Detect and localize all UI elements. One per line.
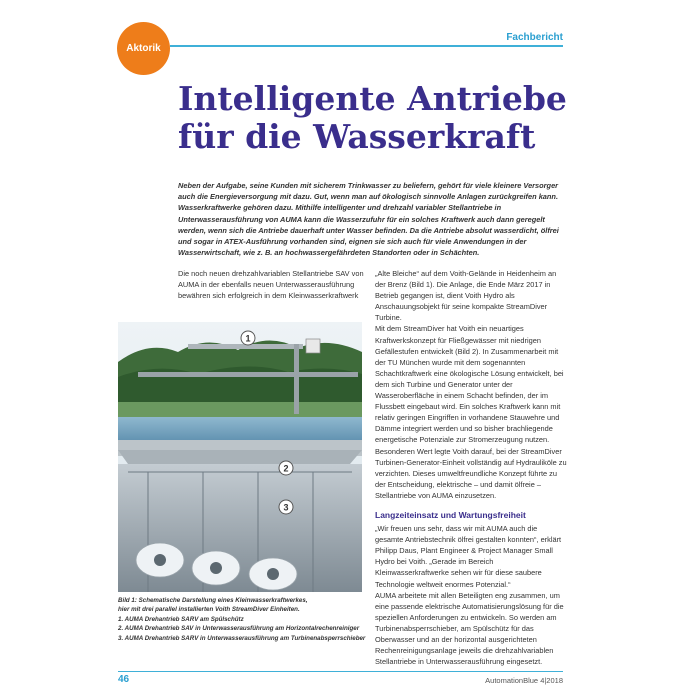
magazine-issue: AutomationBlue 4|2018	[485, 676, 563, 685]
page-number: 46	[118, 674, 130, 685]
subheading: Langzeiteinsatz und Wartungsfreiheit	[375, 509, 526, 520]
marker-2	[279, 461, 293, 475]
footer-rule	[118, 671, 563, 672]
svg-text:2: 2	[283, 463, 289, 474]
paragraph: Die noch neuen drehzahlvariablen Stellantriebe SAV von AUMA in der ebenfalls neuen Unterwasserausführung bewähren sich erfolgreich in dem Kleinwasserkraftwerk	[178, 269, 364, 301]
paragraph: Mit dem StreamDiver hat Voith ein neuartiges Kraftwerkskonzept für Fließgewässer mit niedrigen Gefällestufen entwickelt (Bild 2). In Zusammenarbeit mit der TU München wurde mit dem sogenannten Schachtkraftwerk eine ökologische Lösung entwickelt, bei dem sich Turbine und Generator unter der Wasseroberfläche in einem Schacht befinden, der im Flussbett eingebaut wird. Ein solches Kraftwerk kann mit relativ geringen Eingriffen in vorhandene Stauwehre und Dämme integriert werden und so bisher brachliegende energetische Potenziale zur Stromerzeugung nutzen. Besonderen Wert legte Voith darauf, bei der StreamDiver Turbinen-Generator-Einheit vollständig auf Hydrauliköle zu verzichten. Dieses umweltfreundliche Konzept führte zu der Entscheidung, elektrische – und damit ölfreie – Stellantriebe von AUMA einzusetzen.	[375, 324, 567, 500]
caption-line: 2. AUMA Drehantrieb SAV in Unterwasserausführung am Horizontalrechenreiniger	[118, 625, 360, 633]
caption-line: Bild 1: Schematische Darstellung eines Kleinwasserkraftwerkes,	[118, 597, 308, 604]
marker-1	[241, 331, 255, 345]
text-column-right	[375, 268, 567, 667]
paragraph: „Alte Bleiche“ auf dem Voith-Gelände in Heidenheim an der Brenz (Bild 1). Die Anlage, die Ende März 2017 in Betrieb gegangen ist, dient Voith Hydro als Anschauungsobjekt für seine kompakte StreamDiver Turbine.	[375, 269, 557, 323]
category-badge-label: Aktorik	[126, 43, 161, 54]
category-badge	[117, 22, 170, 75]
caption-line: 1. AUMA Drehantrieb SARV am Spülschütz	[118, 615, 244, 623]
svg-text:1: 1	[245, 333, 251, 344]
paragraph: „Wir freuen uns sehr, dass wir mit AUMA auch die gesamte Antriebstechnik ölfrei gestalten konnten“, erklärt Philipp Daus, Plant Engineer & Project Manager Small Hydro bei Voith. „Gerade im Bereich Kleinwasserkraftwerke sehen wir für diese saubere Technologie weltweit enormes Potenzial.“	[375, 524, 562, 589]
article-title: Intelligente Antriebe für die Wasserkraft	[178, 79, 567, 156]
caption-line: hier mit drei parallel installierten Voith StreamDiver Einheiten.	[118, 606, 300, 614]
section-label: Fachbericht	[506, 32, 563, 43]
svg-text:3: 3	[283, 502, 289, 513]
marker-3	[279, 500, 293, 514]
caption-line: 3. AUMA Drehantrieb SARV in Unterwasserausführung am Turbinenabsperrschieber	[118, 634, 366, 642]
hydropower-illustration	[118, 322, 362, 592]
paragraph: AUMA arbeitete mit allen Beteiligten eng zusammen, um eine passende elektrische Automatisierungslösung für die speziellen Anforderungen zu entwickeln. So werden am Turbinenabsperrschieber, am Spülschütz für das Oberwasser und an der horizontal ausgerichteten Rechenreinigungsanlage jeweils die drehzahlvariablen Stellantriebe in Unterwasserausführung eingesetzt.	[375, 590, 564, 667]
article-lead: Neben der Aufgabe, seine Kunden mit sicherem Trinkwasser zu beliefern, gehört für viele kleinere Versorger auch die Energieversorgung mit dazu. Gut, wenn man auf ökologisch sinnvolle Anlagen zurückgreifen kann. Wasserkraftwerke gehören dazu. Mithilfe intelligenter und drehzahl variabler Stellantriebe in Unterwasserausführung von AUMA kann die Wasserzufuhr für ein solches Kraftwerk auch dann geregelt werden, wenn sich die Antriebe dauerhaft unter Wasser befinden. Da die Antriebe absolut wasserdicht, ölfrei und sogar in ATEX-Ausführung vorhanden sind, eignen sie sich auch für viele Anwendungen in der Wasserwirtschaft, wie z. B. an hochwassergefährdeten Standorten oder in Schächten.	[178, 181, 559, 258]
figure-image	[118, 322, 362, 592]
text-column-left	[178, 268, 366, 301]
header-rule	[170, 45, 563, 47]
figure-caption	[118, 596, 378, 643]
